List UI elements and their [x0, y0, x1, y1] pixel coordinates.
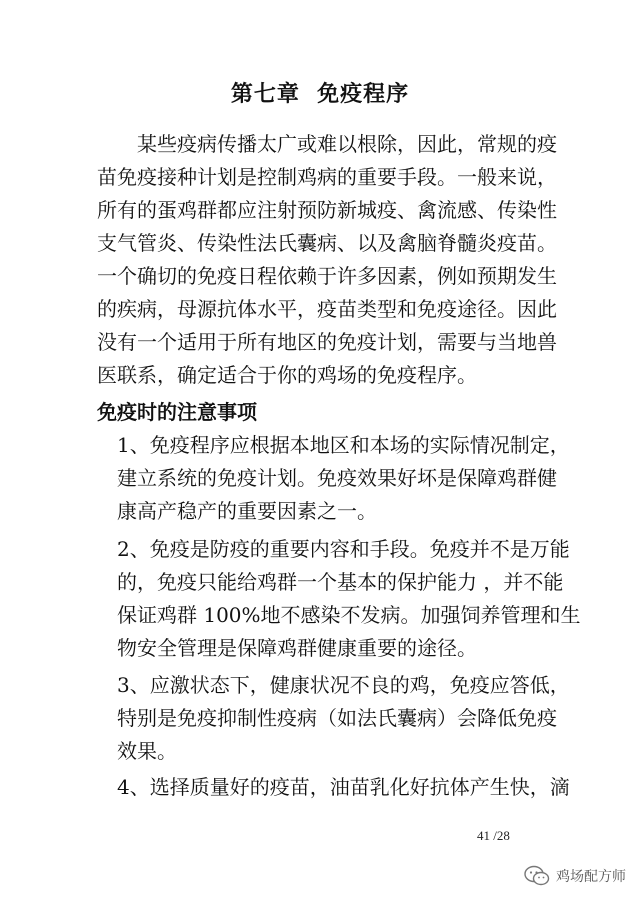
text-line: 物安全管理是保障鸡群健康重要的途径。	[117, 636, 477, 660]
section-heading: 免疫时的注意事项	[97, 400, 257, 424]
text-line: 2、免疫是防疫的重要内容和手段。免疫并不是万能	[117, 537, 570, 561]
wechat-icon	[524, 865, 550, 887]
watermark	[524, 863, 626, 889]
text-line: 建立系统的免疫计划。免疫效果好坏是保障鸡群健	[117, 466, 557, 490]
text-line: 康高产稳产的重要因素之一。	[117, 499, 377, 523]
text-line: 的，免疫只能给鸡群一个基本的保护能力 ，并不能	[117, 570, 564, 594]
text-line: 保证鸡群 100%地不感染不发病。加强饲养管理和生	[117, 603, 581, 627]
text-line: 一个确切的免疫日程依赖于许多因素，例如预期发生	[97, 264, 557, 288]
text-line: 支气管炎、传染性法氏囊病、以及禽脑脊髓炎疫苗。	[97, 231, 557, 255]
text-line: 1、免疫程序应根据本地区和本场的实际情况制定，	[117, 433, 570, 457]
chapter-title: 第七章 免疫程序	[230, 82, 410, 107]
text-line: 医联系，确定适合于你的鸡场的免疫程序。	[97, 363, 477, 387]
text-line: 特别是免疫抑制性疫病（如法氏囊病）会降低免疫	[117, 706, 557, 730]
text-line: 3、应激状态下，健康状况不良的鸡，免疫应答低，	[117, 673, 570, 697]
text-line: 某些疫病传播太广或难以根除，因此，常规的疫	[137, 132, 557, 156]
watermark-text: 鸡场配方师	[556, 869, 626, 885]
text-line: 4、选择质量好的疫苗，油苗乳化好抗体产生快，滴	[117, 775, 570, 799]
text-line: 所有的蛋鸡群都应注射预防新城疫、禽流感、传染性	[97, 198, 557, 222]
text-line: 没有一个适用于所有地区的免疫计划，需要与当地兽	[97, 330, 557, 354]
text-line: 苗免疫接种计划是控制鸡病的重要手段。一般来说，	[97, 165, 557, 189]
page-number: 41 /28	[477, 828, 510, 843]
text-line: 效果。	[117, 739, 177, 763]
text-line: 的疾病，母源抗体水平，疫苗类型和免疫途径。因此	[97, 297, 557, 321]
